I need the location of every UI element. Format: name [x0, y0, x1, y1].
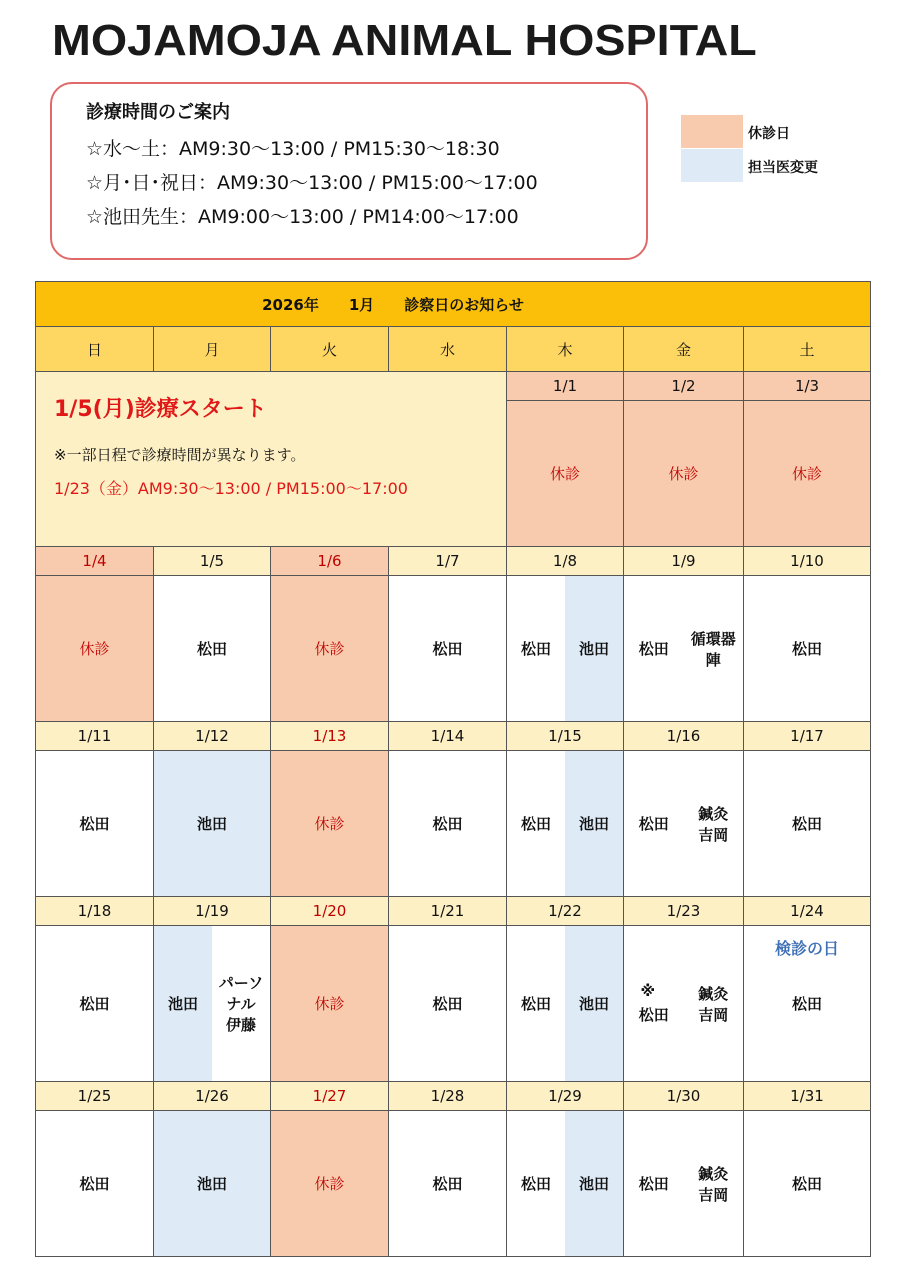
- special-line: 鍼灸: [698, 1164, 729, 1183]
- doctor-matsuda: 松田: [638, 640, 669, 658]
- hours-heading: 診療時間のご案内: [86, 102, 230, 123]
- date-cell: 1/20: [271, 897, 389, 926]
- doctor-matsuda: 松田: [638, 815, 669, 833]
- calendar-caption: [36, 282, 871, 327]
- doctor-cell: 池田: [154, 1111, 271, 1257]
- date-cell: 1/3: [744, 372, 871, 401]
- doctor-matsuda: 松田: [520, 815, 551, 833]
- doctor-cell: 松田: [36, 751, 154, 897]
- date-cell: 1/28: [389, 1082, 507, 1111]
- legend-swatch-closed: [681, 115, 743, 148]
- weekday-wed: 水: [389, 327, 507, 372]
- doctor-cell: 松田: [36, 926, 154, 1082]
- special-line: 吉岡: [698, 1005, 729, 1024]
- date-cell: 1/10: [744, 547, 871, 576]
- weekday-mon: 月: [154, 327, 271, 372]
- note-line-1: ※一部日程で診療時間が異なります。: [54, 446, 306, 464]
- doctor-ikeda: 池田: [565, 926, 623, 1081]
- doctor-cell: 松田: [389, 576, 507, 722]
- special-line: 陣: [705, 650, 721, 669]
- date-cell: 1/18: [36, 897, 154, 926]
- special-line: 鍼灸: [698, 984, 729, 1003]
- doctor-split-cell: [507, 751, 624, 897]
- calendar-caption-text: 2026年 1月 診察日のお知らせ: [262, 295, 524, 314]
- closed-cell: 休診: [271, 751, 389, 897]
- weekday-fri: 金: [624, 327, 744, 372]
- doctor-matsuda: 松田: [638, 1175, 669, 1193]
- hospital-title: MOJAMOJA ANIMAL HOSPITAL: [52, 16, 757, 65]
- doctor-cell: 松田: [389, 926, 507, 1082]
- weekday-sun: 日: [36, 327, 154, 372]
- doctor-split-cell: [507, 1111, 624, 1257]
- doctor-cell: 松田: [154, 576, 271, 722]
- date-cell: 1/4: [36, 547, 154, 576]
- closed-cell: 休診: [36, 576, 154, 722]
- special-line: 伊藤: [225, 1016, 256, 1034]
- hours-line-ikeda: ☆池田先生：AM9:00～13:00 / PM14:00～17:00: [86, 206, 519, 228]
- special-line: パーソ: [218, 974, 264, 992]
- closed-cell: 休診: [271, 576, 389, 722]
- date-cell: 1/22: [507, 897, 624, 926]
- hours-line-mon-sun-holiday: ☆月･日･祝日：AM9:30～13:00 / PM15:00～17:00: [86, 172, 538, 194]
- doctor-cell: 松田: [389, 1111, 507, 1257]
- closed-cell: 休診: [271, 1111, 389, 1257]
- hours-line-wed-sat: ☆水～土：AM9:30～13:00 / PM15:30～18:30: [86, 138, 500, 160]
- special-line: 吉岡: [698, 1185, 729, 1204]
- doctor-matsuda: 松田: [638, 1006, 669, 1024]
- date-cell: 1/12: [154, 722, 271, 751]
- doctor-matsuda-marked: [624, 926, 684, 1081]
- date-cell: 1/15: [507, 722, 624, 751]
- doctor-cell: 松田: [36, 1111, 154, 1257]
- special-shinkyu: [684, 751, 744, 896]
- doctor-cell: 松田: [744, 751, 871, 897]
- doctor-split-cell: [624, 576, 744, 722]
- special-line: ナル: [226, 995, 256, 1013]
- date-cell: 1/27: [271, 1082, 389, 1111]
- doctor-ikeda: 池田: [154, 926, 212, 1081]
- date-cell: 1/13: [271, 722, 389, 751]
- note-mark: ※: [640, 982, 656, 1000]
- date-cell: 1/19: [154, 897, 271, 926]
- special-shinkyu: [684, 926, 744, 1081]
- closed-cell: 休診: [507, 401, 624, 547]
- calendar-table: [35, 281, 871, 1257]
- closed-cell: 休診: [271, 926, 389, 1082]
- weekday-thu: 木: [507, 327, 624, 372]
- date-cell: 1/2: [624, 372, 744, 401]
- weekday-tue: 火: [271, 327, 389, 372]
- note-title: 1/5(月)診療スタート: [54, 397, 267, 422]
- date-cell: 1/5: [154, 547, 271, 576]
- doctor-split-cell: [154, 926, 271, 1082]
- special-personal: [212, 926, 270, 1081]
- date-cell: 1/9: [624, 547, 744, 576]
- special-junkanki: [684, 576, 744, 721]
- doctor-cell-kenshin: [744, 926, 871, 1082]
- date-cell: 1/25: [36, 1082, 154, 1111]
- doctor-split-cell: [507, 926, 624, 1082]
- kenshin-label: 検診の日: [775, 939, 840, 958]
- date-cell: 1/23: [624, 897, 744, 926]
- date-cell: 1/26: [154, 1082, 271, 1111]
- closed-cell: 休診: [624, 401, 744, 547]
- date-cell: 1/29: [507, 1082, 624, 1111]
- date-cell: 1/8: [507, 547, 624, 576]
- doctor-split-cell: [507, 576, 624, 722]
- note-line-2: 1/23（金）AM9:30～13:00 / PM15:00～17:00: [54, 479, 408, 498]
- legend-label-closed: 休診日: [748, 126, 790, 142]
- doctor-ikeda: 池田: [565, 1111, 623, 1256]
- special-shinkyu: [684, 1111, 744, 1256]
- doctor-cell: 松田: [389, 751, 507, 897]
- date-cell: 1/16: [624, 722, 744, 751]
- hours-info-box: [50, 82, 648, 260]
- special-line: 鍼灸: [698, 804, 729, 823]
- doctor-ikeda: 池田: [565, 576, 623, 721]
- doctor-ikeda: 池田: [565, 751, 623, 896]
- doctor-split-cell: [624, 926, 744, 1082]
- doctor-matsuda: 松田: [792, 995, 823, 1013]
- date-cell: 1/30: [624, 1082, 744, 1111]
- doctor-matsuda: 松田: [520, 1175, 551, 1193]
- special-line: 循環器: [690, 629, 736, 648]
- closed-cell: 休診: [744, 401, 871, 547]
- weekday-sat: 土: [744, 327, 871, 372]
- doctor-cell: 松田: [744, 1111, 871, 1257]
- date-cell: 1/6: [271, 547, 389, 576]
- doctor-matsuda: 松田: [520, 995, 551, 1013]
- date-cell: 1/17: [744, 722, 871, 751]
- date-cell: 1/21: [389, 897, 507, 926]
- doctor-split-cell: [624, 1111, 744, 1257]
- doctor-split-cell: [624, 751, 744, 897]
- date-cell: 1/1: [507, 372, 624, 401]
- date-cell: 1/24: [744, 897, 871, 926]
- schedule-note: [36, 372, 507, 547]
- legend-swatch-doctor-change: [681, 149, 743, 182]
- doctor-cell: 池田: [154, 751, 271, 897]
- date-cell: 1/14: [389, 722, 507, 751]
- date-cell: 1/7: [389, 547, 507, 576]
- special-line: 吉岡: [698, 825, 729, 844]
- doctor-matsuda: 松田: [520, 640, 551, 658]
- doctor-cell: 松田: [744, 576, 871, 722]
- legend-label-doctor-change: 担当医変更: [748, 160, 818, 176]
- date-cell: 1/31: [744, 1082, 871, 1111]
- date-cell: 1/11: [36, 722, 154, 751]
